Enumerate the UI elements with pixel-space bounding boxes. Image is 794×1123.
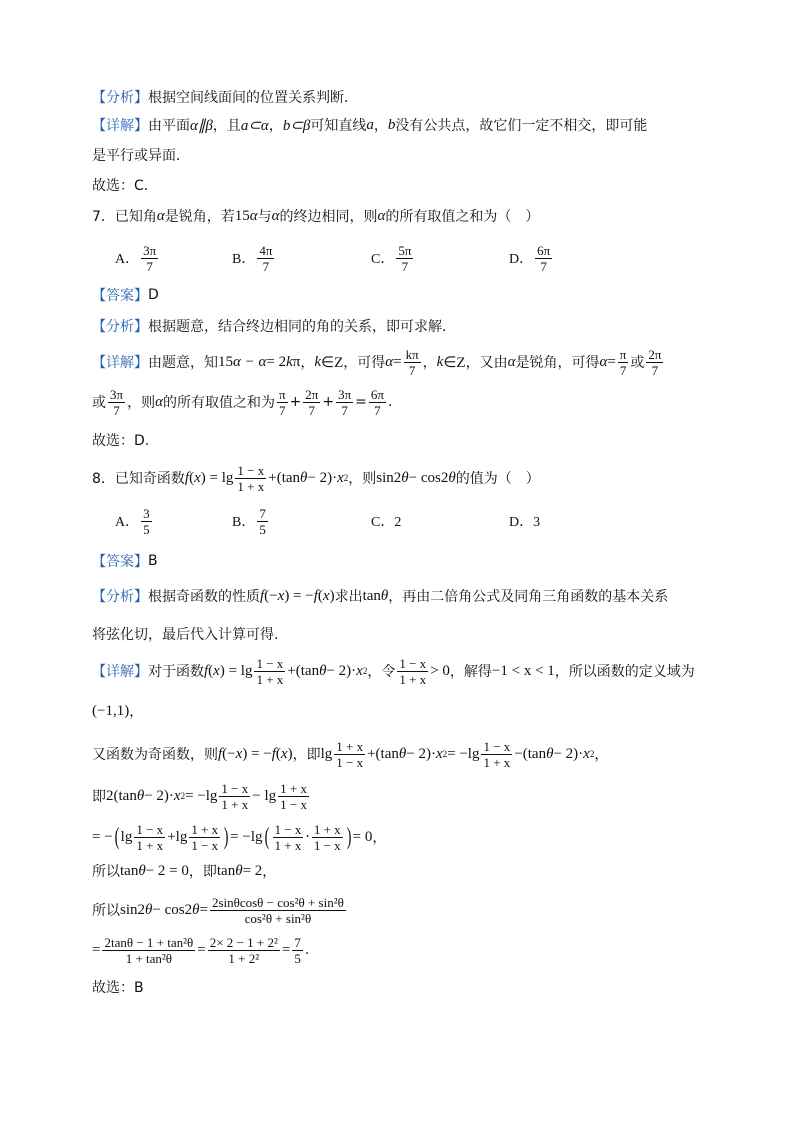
fraction-numerator: 1 + x — [191, 821, 219, 837]
math-variable: f — [184, 469, 190, 486]
math-variable: θ — [300, 469, 308, 486]
text-segment: 对于函数 — [148, 664, 204, 680]
math-variable: k — [436, 353, 444, 370]
text-segment: 所以 — [92, 864, 120, 880]
text-segment: D — [148, 287, 159, 303]
math-variable: x — [173, 787, 181, 804]
text-segment: ， — [372, 830, 387, 846]
math-text: π — [292, 353, 301, 370]
math-text: − 2 = 0 — [145, 862, 189, 879]
text-segment: D．3 — [509, 515, 541, 530]
fraction-numerator: 1 + x — [280, 780, 307, 796]
text-segment: ， — [422, 355, 437, 371]
text-segment: ，即 — [188, 864, 217, 880]
math-text: 15 — [234, 207, 250, 224]
math-variable: α — [599, 353, 608, 370]
fraction-denominator: 1 + x — [483, 754, 511, 770]
text-segment: 7．已知角 — [92, 209, 157, 225]
text-segment: 是平行或异面． — [92, 148, 190, 164]
math-bracket: ) — [346, 823, 352, 850]
math-text: tan — [120, 862, 139, 879]
text-segment: + — [289, 394, 302, 410]
fraction-numerator: 2× 2 − 1 + 2² — [209, 934, 278, 950]
math-text: > 0 — [430, 662, 450, 679]
fraction-numerator: 1 − x — [221, 780, 249, 796]
question-7-options — [92, 238, 554, 278]
math-text: sin2 — [120, 901, 146, 918]
math-text: = — [393, 353, 402, 370]
section-tag: 【答案】 — [92, 288, 148, 304]
text-segment: ，则 — [348, 471, 377, 487]
text-segment: D． — [509, 252, 534, 267]
detail-line — [92, 651, 695, 691]
math-text: −1 < x < 1 — [491, 662, 555, 679]
text-segment: . — [304, 942, 310, 958]
math-variable: θ — [136, 787, 145, 804]
fraction-numerator: 1 + x — [336, 738, 364, 754]
fraction — [646, 347, 663, 378]
math-variable: α — [385, 353, 394, 370]
text-segment: 根据题意，结合终边相同的角的关系，即可求解. — [148, 319, 447, 335]
math-text: = — [607, 353, 616, 370]
fraction-numerator: 7 — [294, 934, 301, 950]
fraction-numerator: 5π — [398, 242, 412, 258]
text-segment: 所以 — [92, 903, 120, 919]
section-tag: 【分析】 — [92, 319, 148, 335]
math-text: − 2)· — [307, 469, 338, 486]
text-segment: C． — [371, 252, 395, 267]
fraction-denominator: 1 + x — [237, 478, 265, 494]
fraction-numerator: π — [619, 346, 627, 362]
fraction — [257, 506, 268, 537]
fraction — [535, 243, 552, 274]
math-variable: x — [435, 745, 443, 762]
fraction — [369, 387, 386, 418]
option-A — [115, 506, 232, 537]
math-variable: θ — [192, 901, 200, 918]
fraction-denominator: 1 + tan²θ — [125, 950, 173, 966]
text-segment: ，则 — [127, 395, 156, 411]
option-D — [509, 243, 554, 274]
text-segment: 或 — [630, 355, 645, 371]
fraction — [235, 463, 266, 494]
math-text: = −lg — [185, 787, 218, 804]
fraction — [481, 739, 512, 770]
fraction-denominator: 7 — [146, 258, 153, 274]
fraction-denominator: 1 + x — [221, 796, 249, 812]
text-segment: 即 — [92, 789, 106, 805]
fraction-numerator: kπ — [405, 346, 419, 362]
math-variable: θ — [398, 745, 407, 762]
section-tag: 【详解】 — [92, 664, 148, 680]
math-variable: a⊂α — [240, 117, 269, 134]
text-segment: B． — [232, 515, 256, 530]
fraction-denominator: 5 — [294, 950, 301, 966]
fraction — [108, 387, 125, 418]
math-text: = — [199, 901, 208, 918]
math-variable: θ — [138, 862, 146, 879]
fraction-denominator: 7 — [262, 258, 270, 274]
text-segment: + — [322, 394, 335, 410]
text-segment: 的终边相同，则 — [279, 209, 378, 225]
math-variable: α — [377, 207, 386, 224]
fraction — [254, 656, 285, 687]
fraction-denominator: 1 + x — [136, 837, 164, 853]
option-B — [232, 506, 371, 537]
math-variable: x — [235, 745, 243, 762]
math-text: ) — [287, 745, 293, 762]
text-segment: 由题意，知 — [148, 355, 218, 371]
math-text: ) = lg — [200, 469, 234, 486]
fraction — [312, 822, 343, 853]
equation-line — [92, 851, 276, 891]
fraction — [102, 935, 195, 966]
equation-line — [92, 890, 348, 930]
text-segment: 故选：C． — [92, 178, 158, 194]
question-8 — [92, 458, 540, 498]
text-segment: 将弦化切，最后代入计算可得. — [92, 627, 279, 643]
math-text: = − — [92, 828, 113, 845]
text-segment: ，可得 — [343, 355, 386, 371]
answer-line — [92, 541, 158, 581]
fraction-denominator: 7 — [113, 402, 120, 418]
math-text: +(tan — [367, 745, 399, 762]
math-bracket: ( — [264, 823, 269, 850]
math-variable: f — [204, 662, 209, 679]
math-text: (− — [264, 587, 278, 604]
math-variable: b — [387, 116, 396, 133]
fraction-denominator: 5 — [259, 521, 266, 537]
fraction — [141, 506, 152, 537]
text-line — [92, 614, 278, 654]
math-variable: α — [249, 207, 258, 224]
math-text: − lg — [252, 787, 277, 804]
fraction-numerator: 2tanθ − 1 + tan²θ — [104, 934, 194, 950]
fraction — [210, 895, 346, 926]
text-segment: 又函数为奇函数，则 — [92, 747, 218, 763]
fraction — [397, 656, 428, 687]
math-text: sin2 — [376, 469, 402, 486]
text-segment: = — [355, 394, 367, 410]
math-text: = — [281, 941, 291, 958]
math-text: ) = − — [284, 587, 314, 604]
fraction-numerator: 6π — [537, 242, 551, 258]
fraction-numerator: 7 — [259, 505, 266, 521]
text-segment: ，且 — [212, 118, 241, 134]
fraction-numerator: 1 − x — [256, 655, 284, 671]
analysis-line — [92, 576, 668, 616]
text-segment: 根据空间线面间的位置关系判断． — [148, 90, 358, 106]
math-text: tan — [362, 587, 381, 604]
text-segment: 的所有取值之和为（ ） — [385, 209, 540, 225]
text-segment: B． — [232, 252, 256, 267]
math-variable: f — [260, 587, 265, 604]
math-variable: θ — [448, 469, 456, 486]
fraction-numerator: 3π — [143, 242, 157, 258]
text-segment: ，即 — [292, 747, 321, 763]
math-text: ( — [317, 587, 323, 604]
text-segment: 是锐角，若 — [164, 209, 235, 225]
math-variable: a — [366, 116, 374, 133]
text-segment: ，再由二倍角公式及同角三角函数的基本关系 — [388, 589, 669, 605]
fraction-numerator: 1 − x — [136, 821, 164, 837]
fraction — [189, 822, 220, 853]
math-variable: x — [356, 662, 363, 679]
fraction-denominator: 7 — [651, 362, 659, 378]
math-text: ( — [275, 745, 281, 762]
answer-choice-line — [92, 967, 144, 1007]
math-variable: f — [271, 745, 276, 762]
math-text: tan — [216, 862, 236, 879]
text-segment: 没有公共点，故它们一定不相交，即可能 — [395, 118, 648, 134]
text-segment: C．2 — [371, 515, 402, 530]
fraction-numerator: 2π — [648, 346, 662, 362]
section-tag: 【详解】 — [92, 118, 148, 134]
math-text: = −lg — [230, 828, 263, 845]
option-B — [232, 243, 371, 274]
fraction — [278, 781, 309, 812]
math-variable: x — [277, 587, 285, 604]
fraction — [404, 347, 421, 378]
text-segment: ，令 — [367, 664, 396, 680]
math-bracket: ) — [223, 823, 229, 850]
fraction — [219, 781, 250, 812]
text-segment: 的所有取值之和为 — [162, 395, 275, 411]
math-text: = 2 — [266, 353, 287, 370]
option-C — [371, 243, 509, 274]
superscript: 2 — [180, 791, 186, 801]
fraction-denominator: 7 — [374, 402, 381, 418]
fraction — [277, 387, 288, 418]
math-text: ) — [329, 587, 335, 604]
math-variable: k — [314, 353, 322, 370]
text-segment: · — [305, 829, 310, 845]
fraction-numerator: 1 − x — [399, 655, 427, 671]
fraction — [618, 347, 629, 378]
math-variable: θ — [145, 901, 153, 918]
text-segment: 根据奇函数的性质 — [148, 589, 260, 605]
math-variable: θ — [401, 469, 409, 486]
math-bracket: ( — [114, 823, 120, 850]
math-variable: f — [313, 587, 318, 604]
math-variable: f — [218, 745, 223, 762]
fraction-denominator: 1 − x — [336, 754, 364, 770]
fraction-numerator: 6π — [370, 386, 384, 402]
math-text: 2(tan — [106, 787, 137, 804]
math-variable: θ — [319, 662, 327, 679]
text-segment: 8．已知奇函数 — [92, 471, 185, 487]
math-text: (− — [222, 745, 236, 762]
question-8-options — [92, 501, 540, 541]
fraction-denominator: 7 — [308, 402, 316, 418]
equation-line — [92, 776, 311, 816]
text-segment: ，又由 — [465, 355, 508, 371]
fraction-numerator: 2sinθcosθ − cos²θ + sin²θ — [211, 894, 344, 910]
math-variable: θ — [546, 745, 554, 762]
equation-line — [92, 930, 309, 970]
math-text: = 2 — [242, 862, 263, 879]
fraction-denominator: 1 + x — [256, 671, 284, 687]
fraction-numerator: π — [278, 386, 286, 402]
detail-line — [92, 342, 665, 382]
fraction-numerator: 3π — [338, 386, 352, 402]
math-variable: b⊂β — [282, 117, 311, 134]
fraction-denominator: 5 — [143, 521, 150, 537]
text-segment: ， — [373, 118, 388, 134]
math-text: − cos2 — [152, 901, 193, 918]
superscript: 2 — [343, 473, 349, 483]
math-text: = — [92, 941, 101, 958]
text-segment: 故选：B — [92, 980, 144, 996]
fraction — [303, 387, 320, 418]
math-text: (−1,1) — [92, 702, 130, 719]
text-segment: 是锐角，可得 — [515, 355, 600, 371]
math-variable: x — [337, 469, 344, 486]
math-text: lg — [120, 828, 133, 845]
math-variable: α — [507, 353, 516, 370]
math-variable: α — [156, 207, 165, 224]
fraction — [208, 935, 280, 966]
text-segment: ， — [300, 355, 315, 371]
text-segment: 或 — [92, 395, 106, 411]
math-text: − 2)· — [406, 745, 436, 762]
math-text: − 2)· — [144, 787, 174, 804]
detail-line — [92, 382, 392, 422]
math-text: 15 — [218, 353, 233, 370]
text-segment: A． — [115, 252, 140, 267]
text-segment: ，所以函数的定义域为 — [554, 664, 695, 680]
fraction-denominator: cos²θ + sin²θ — [244, 910, 312, 926]
text-segment: . — [387, 394, 393, 410]
text-segment: 求出 — [334, 589, 363, 605]
fraction-denominator: 7 — [278, 402, 286, 418]
math-text: = 0 — [352, 828, 373, 845]
question-7 — [92, 196, 539, 236]
fraction — [334, 739, 365, 770]
section-tag: 【分析】 — [92, 90, 148, 106]
fraction — [134, 822, 165, 853]
math-variable: k — [286, 353, 293, 370]
fraction-numerator: 3 — [143, 505, 150, 521]
math-text: −(tan — [514, 745, 547, 762]
fraction — [257, 243, 274, 274]
fraction-denominator: 7 — [408, 362, 416, 378]
math-text: ) = − — [242, 745, 272, 762]
fraction — [141, 243, 158, 274]
fraction — [292, 935, 303, 966]
text-segment: B — [148, 553, 158, 569]
fraction-denominator: 1 − x — [280, 796, 307, 812]
superscript: 2 — [442, 749, 448, 759]
fraction-denominator: 7 — [401, 258, 409, 274]
fraction-numerator: 1 − x — [237, 462, 265, 478]
math-variable: x — [583, 745, 590, 762]
fraction-denominator: 7 — [540, 258, 547, 274]
math-variable: α − α — [233, 353, 267, 370]
superscript: 2 — [589, 749, 595, 759]
fraction-numerator: 1 + x — [313, 821, 341, 837]
math-text: − cos2 — [408, 469, 449, 486]
fraction-numerator: 1 − x — [274, 821, 302, 837]
fraction-numerator: 4π — [259, 242, 273, 258]
math-text: ∈Z — [321, 354, 344, 371]
math-text: +lg — [167, 828, 188, 845]
math-text: − 2)· — [326, 662, 357, 679]
math-text: − 2)· — [553, 745, 584, 762]
section-tag: 【答案】 — [92, 554, 148, 570]
fraction-denominator: 1 + x — [274, 837, 302, 853]
fraction-numerator: 1 − x — [483, 738, 511, 754]
fraction-denominator: 1 − x — [313, 837, 341, 853]
text-segment: 的值为（ ） — [455, 471, 540, 487]
fraction — [273, 822, 304, 853]
fraction-denominator: 1 + x — [399, 671, 427, 687]
section-tag: 【详解】 — [92, 355, 148, 371]
option-C — [371, 511, 509, 531]
math-text: ) = lg — [219, 662, 253, 679]
text-segment: ， — [129, 704, 144, 720]
text-line — [92, 691, 143, 731]
math-variable: x — [194, 469, 201, 486]
text-segment: ，解得 — [449, 664, 492, 680]
fraction — [336, 387, 353, 418]
math-variable: α — [155, 393, 163, 410]
fraction — [396, 243, 413, 274]
math-text: lg — [320, 745, 333, 762]
math-variable: θ — [235, 862, 243, 879]
fraction-numerator: 2π — [305, 386, 319, 402]
text-segment: ， — [262, 864, 277, 880]
math-text: +(tan — [268, 469, 301, 486]
math-text: ( — [208, 662, 214, 679]
text-segment: ， — [268, 118, 283, 134]
math-text: ( — [189, 469, 195, 486]
text-segment: A． — [115, 515, 140, 530]
analysis-line — [92, 306, 446, 346]
math-text: ∈Z — [443, 354, 466, 371]
fraction-denominator: 1 − x — [191, 837, 219, 853]
text-segment: 故选：D. — [92, 433, 150, 449]
text-segment: 由平面 — [148, 118, 190, 134]
text-line — [92, 734, 608, 774]
text-segment: 与 — [257, 209, 272, 225]
section-tag: 【分析】 — [92, 589, 148, 605]
option-A — [115, 243, 232, 274]
fraction-denominator: 1 + 2² — [228, 950, 260, 966]
math-text: = −lg — [447, 745, 480, 762]
math-variable: α — [271, 207, 280, 224]
text-segment: 可知直线 — [310, 118, 367, 134]
math-variable: θ — [380, 587, 389, 604]
fraction-denominator: 7 — [619, 362, 627, 378]
option-D — [509, 511, 540, 531]
fraction-denominator: 7 — [341, 402, 348, 418]
math-variable: x — [213, 662, 220, 679]
math-variable: α∥β — [190, 117, 213, 134]
math-text: = — [197, 941, 206, 958]
math-variable: x — [280, 745, 288, 762]
fraction-numerator: 3π — [110, 386, 124, 402]
math-variable: x — [322, 587, 330, 604]
text-segment: ， — [594, 747, 609, 763]
answer-choice-line — [92, 420, 149, 460]
superscript: 2 — [362, 666, 368, 676]
math-text: +(tan — [287, 662, 320, 679]
